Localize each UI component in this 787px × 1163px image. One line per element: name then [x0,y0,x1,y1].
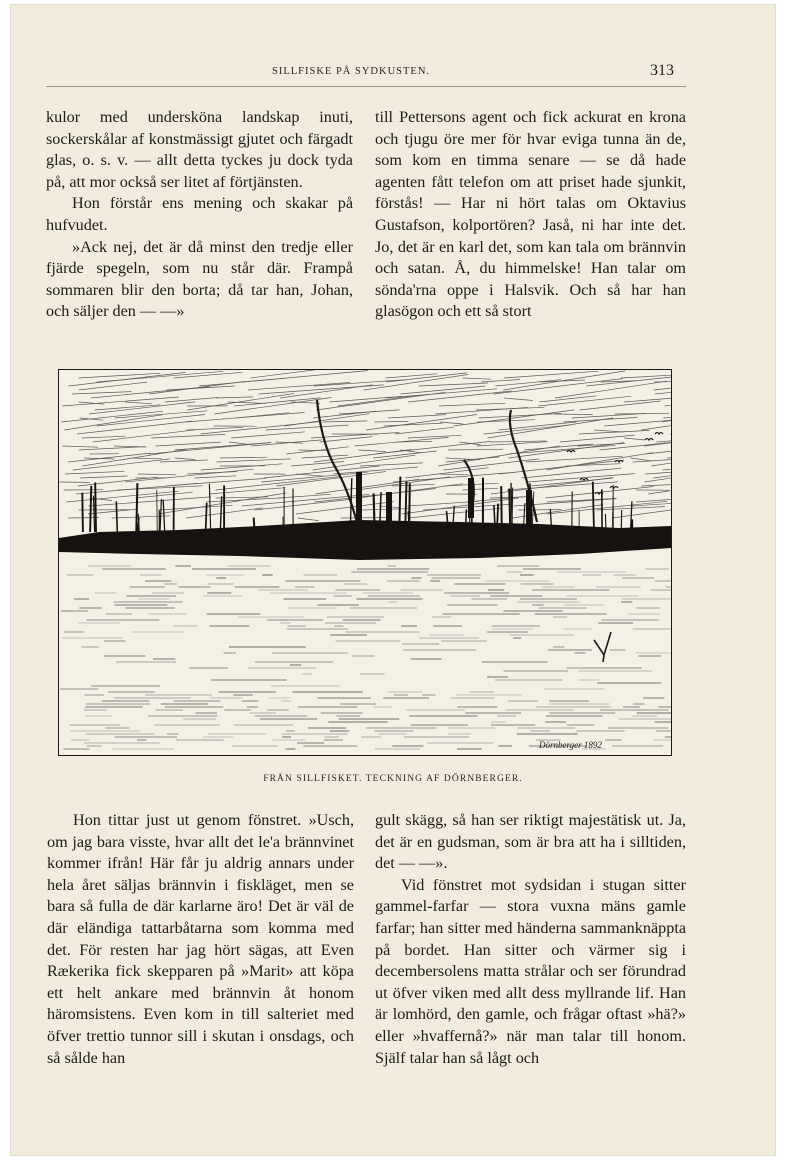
mast [137,519,138,532]
page-header [10,64,776,86]
hatch-line [278,494,331,498]
mast [163,500,165,532]
hatch-line [94,405,160,410]
mast [494,505,495,526]
mast [374,493,375,526]
hatch-line [504,398,533,401]
hatch-line [630,458,652,461]
hatch-line [538,396,631,406]
mast [501,486,502,526]
mast [160,499,161,532]
hatch-line [132,458,162,459]
paragraph: gult skägg, så han ser riktigt majestätisk ut. Ja, det är en gudsman, som är bra att ha i silltiden, det — —». [375,811,686,873]
paragraph: kulor med undersköna landskap inuti, sockerskålar af konstmässigt gjutet och färgadt glas, o. s. v. — allt detta tyckes ju dock tyda på, att mor också ser litet af förtjänsten. [46,108,353,191]
hatch-line [82,436,126,438]
hatch-line [255,500,349,511]
hatch-line [527,474,635,482]
mast [605,514,606,532]
mast [621,510,622,532]
hatch-line [490,441,546,442]
column-top-right [375,107,686,323]
hatch-line [462,488,498,490]
hatch-line [291,462,344,467]
mast [399,477,400,526]
hatch-line [286,447,349,454]
hatch-line [64,415,162,430]
sky-hatching [59,370,671,521]
hatch-line [448,449,503,450]
hatch-line [653,465,671,478]
hatch-line [251,370,368,378]
mast [90,486,91,532]
hatch-line [467,496,533,502]
hatch-line [65,471,125,474]
gull [610,487,618,489]
mast [94,496,95,532]
hatch-line [151,434,225,438]
hatch-line [214,398,331,415]
hatch-line [477,442,548,446]
gull [567,451,575,453]
hatch-line [357,477,449,490]
mast [206,503,207,532]
mast [82,493,83,532]
hatch-line [596,507,665,510]
fishing-fleet [59,472,671,560]
hatch-line [302,455,348,458]
hatch-line [175,458,195,460]
hatch-line [359,450,386,452]
hatch-line [664,396,671,406]
gull [655,433,663,435]
hatch-line [216,397,253,398]
gull [580,479,588,481]
hatch-line [355,437,449,446]
hatch-line [419,383,489,386]
mast [497,504,498,526]
hatch-line [374,421,408,422]
mast [209,484,210,532]
hatch-line [481,380,520,383]
hatch-line [453,410,574,426]
hatch-line [186,413,305,423]
hatch-line [314,380,406,386]
running-title: SILLFISKE PÅ SYDKUSTEN. [272,66,431,77]
hatch-line [408,391,511,402]
hatch-line [395,427,453,434]
hatch-line [547,453,654,470]
hatch-line [296,502,394,514]
funnel [386,492,392,530]
header-rule [46,86,686,87]
hatch-line [405,468,488,478]
hatch-line [68,453,150,462]
hatch-line [554,414,593,415]
hatch-line [220,457,267,458]
hatch-line [439,474,468,475]
hatch-line [560,435,635,442]
paragraph: Hon tittar just ut genom fönstret. »Usch, om jag bara visste, hvar allt det le'a brännvinet kommer ifrån! Här får ju aldrig annars under hela året säljas brännvin i fiskläget, men se bara så fulla de där karlarne äro! Det är väl de där eländiga tattarbåtarna som komma med det. För resten har jag hört sägas, att Even Rækerika fick skepparen på »Marit» att köpa ett helt ankare med brännvin åt honom häromsistens. Even kom in till salteriet med öfver trettio tunnor sill i skutan i onsdags, och så sålde han [47,811,354,1067]
column-bottom-left [47,810,354,1069]
book-page [10,4,776,1156]
mast [593,482,594,532]
hatch-line [174,372,243,378]
hatch-line [499,460,624,474]
hatch-line [392,484,434,486]
paragraph: Hon förstår ens mening och skakar på hufvudet. [46,194,353,234]
hatch-line [93,430,196,442]
hatch-line [463,378,492,379]
hatch-line [525,456,623,462]
hatch-line [79,373,161,378]
hatch-line [362,509,409,510]
mast [405,481,406,526]
hatch-line [446,457,499,462]
hatch-line [435,408,528,415]
hatch-line [138,474,176,475]
hatch-line [195,476,236,478]
hatch-line [112,516,171,518]
hatch-line [316,392,445,410]
hatch-line [259,385,384,394]
hatch-line [115,411,207,418]
funnel [468,478,474,518]
hatch-line [439,403,505,406]
hatch-line [135,492,192,498]
mast [95,483,96,533]
hatch-line [201,464,283,470]
hatch-line [440,422,463,424]
mast [409,483,410,526]
mast [220,496,221,532]
hatch-line [546,487,654,499]
hatch-line [670,432,671,434]
hatch-line [624,395,671,402]
mast [350,478,351,526]
hatch-line [388,415,446,418]
hatch-line [62,397,179,406]
mast [524,503,525,526]
hatch-line [80,476,127,478]
column-top-left [46,107,353,323]
hatch-line [62,446,98,447]
mast [466,509,467,526]
hatch-line [667,448,671,458]
hatch-line [621,374,671,378]
gull [645,439,653,441]
hatch-line [366,415,477,431]
mast [116,501,117,532]
hatch-line [298,518,319,521]
column-bottom-right [375,810,686,1069]
hatch-line [82,449,187,466]
hatch-line [276,472,386,487]
paragraph: Vid fönstret mot sydsidan i stugan sitter gammel-farfar — stora vuxna mäns gamle farfar; han sitter med händerna sammanknäppta på bordet. Han sitter och värmer sig i decembersolens matta strålar och ser förundrad ut öfver viken med allt dess myllrande lif. Han är lomhörd, den gamle, och frågar oftast »hä?» eller »hvaffernå?» när man talar till honom. Själf talar han så lågt och [375,875,686,1067]
hatch-line [320,437,373,442]
hatch-line [580,401,661,410]
hatch-line [509,443,624,458]
hatch-line [364,375,468,391]
hatch-line [231,432,305,438]
hatch-line [323,421,368,422]
funnel [356,472,362,520]
hatch-line [209,488,285,494]
hatch-line [484,425,572,434]
engraving [59,370,671,755]
funnel [526,490,532,526]
hatch-line [663,464,672,470]
water-reflections [60,566,671,749]
hatch-line [160,460,208,462]
hatch-line [69,372,186,386]
hatch-line [645,468,671,474]
hatch-line [408,435,462,438]
hatch-line [73,459,170,470]
hatch-line [217,459,291,462]
hatch-line [645,445,671,454]
hatch-line [165,398,218,403]
hatch-line [248,383,350,391]
paragraph: »Ack nej, det är då minst den tredje eller fjärde spegeln, som nu står där. Frampå sommaren blir den borta; då tar han, Johan, och säljer den — —» [46,237,353,321]
diving-gull [594,632,611,662]
figure-caption: FRÅN SILLFISKET. TECKNING AF DÖRNBERGER. [263,774,523,784]
hatch-line [314,489,436,503]
hatch-line [524,444,593,450]
artist-signature: Dörnberger 1892 [539,740,602,750]
mast [509,489,510,526]
hatch-line [651,447,671,466]
hatch-line [125,402,152,404]
hatch-line [155,442,220,446]
page-number: 313 [650,62,674,79]
hatch-line [641,483,671,486]
hatch-line [579,430,650,434]
hatch-line [89,402,195,414]
hatch-line [504,371,598,378]
hatch-line [624,438,644,440]
hatch-line [360,463,423,466]
illustration-herring-fishery [58,369,672,756]
hatch-line [72,392,131,394]
hatch-line [78,477,157,486]
mast [254,518,255,532]
paragraph: till Pettersons agent och fick ackurat en krona och tjugu öre mer för hvar eviga tunna än de, som kom en timma senare — se då hade agenten fått telefon om att priset hade sjunkit, förstås! — Har ni hört talas om Oktavius Gustafson, kolportören? Jaså, ni har inte det. Jo, det är en karl det, som kan tala om brännvin och satan. Å, du himmelske! Han talar om sönda'rna oppe i Halsvik. Och så har han glasögon och ett så stort [375,108,686,321]
